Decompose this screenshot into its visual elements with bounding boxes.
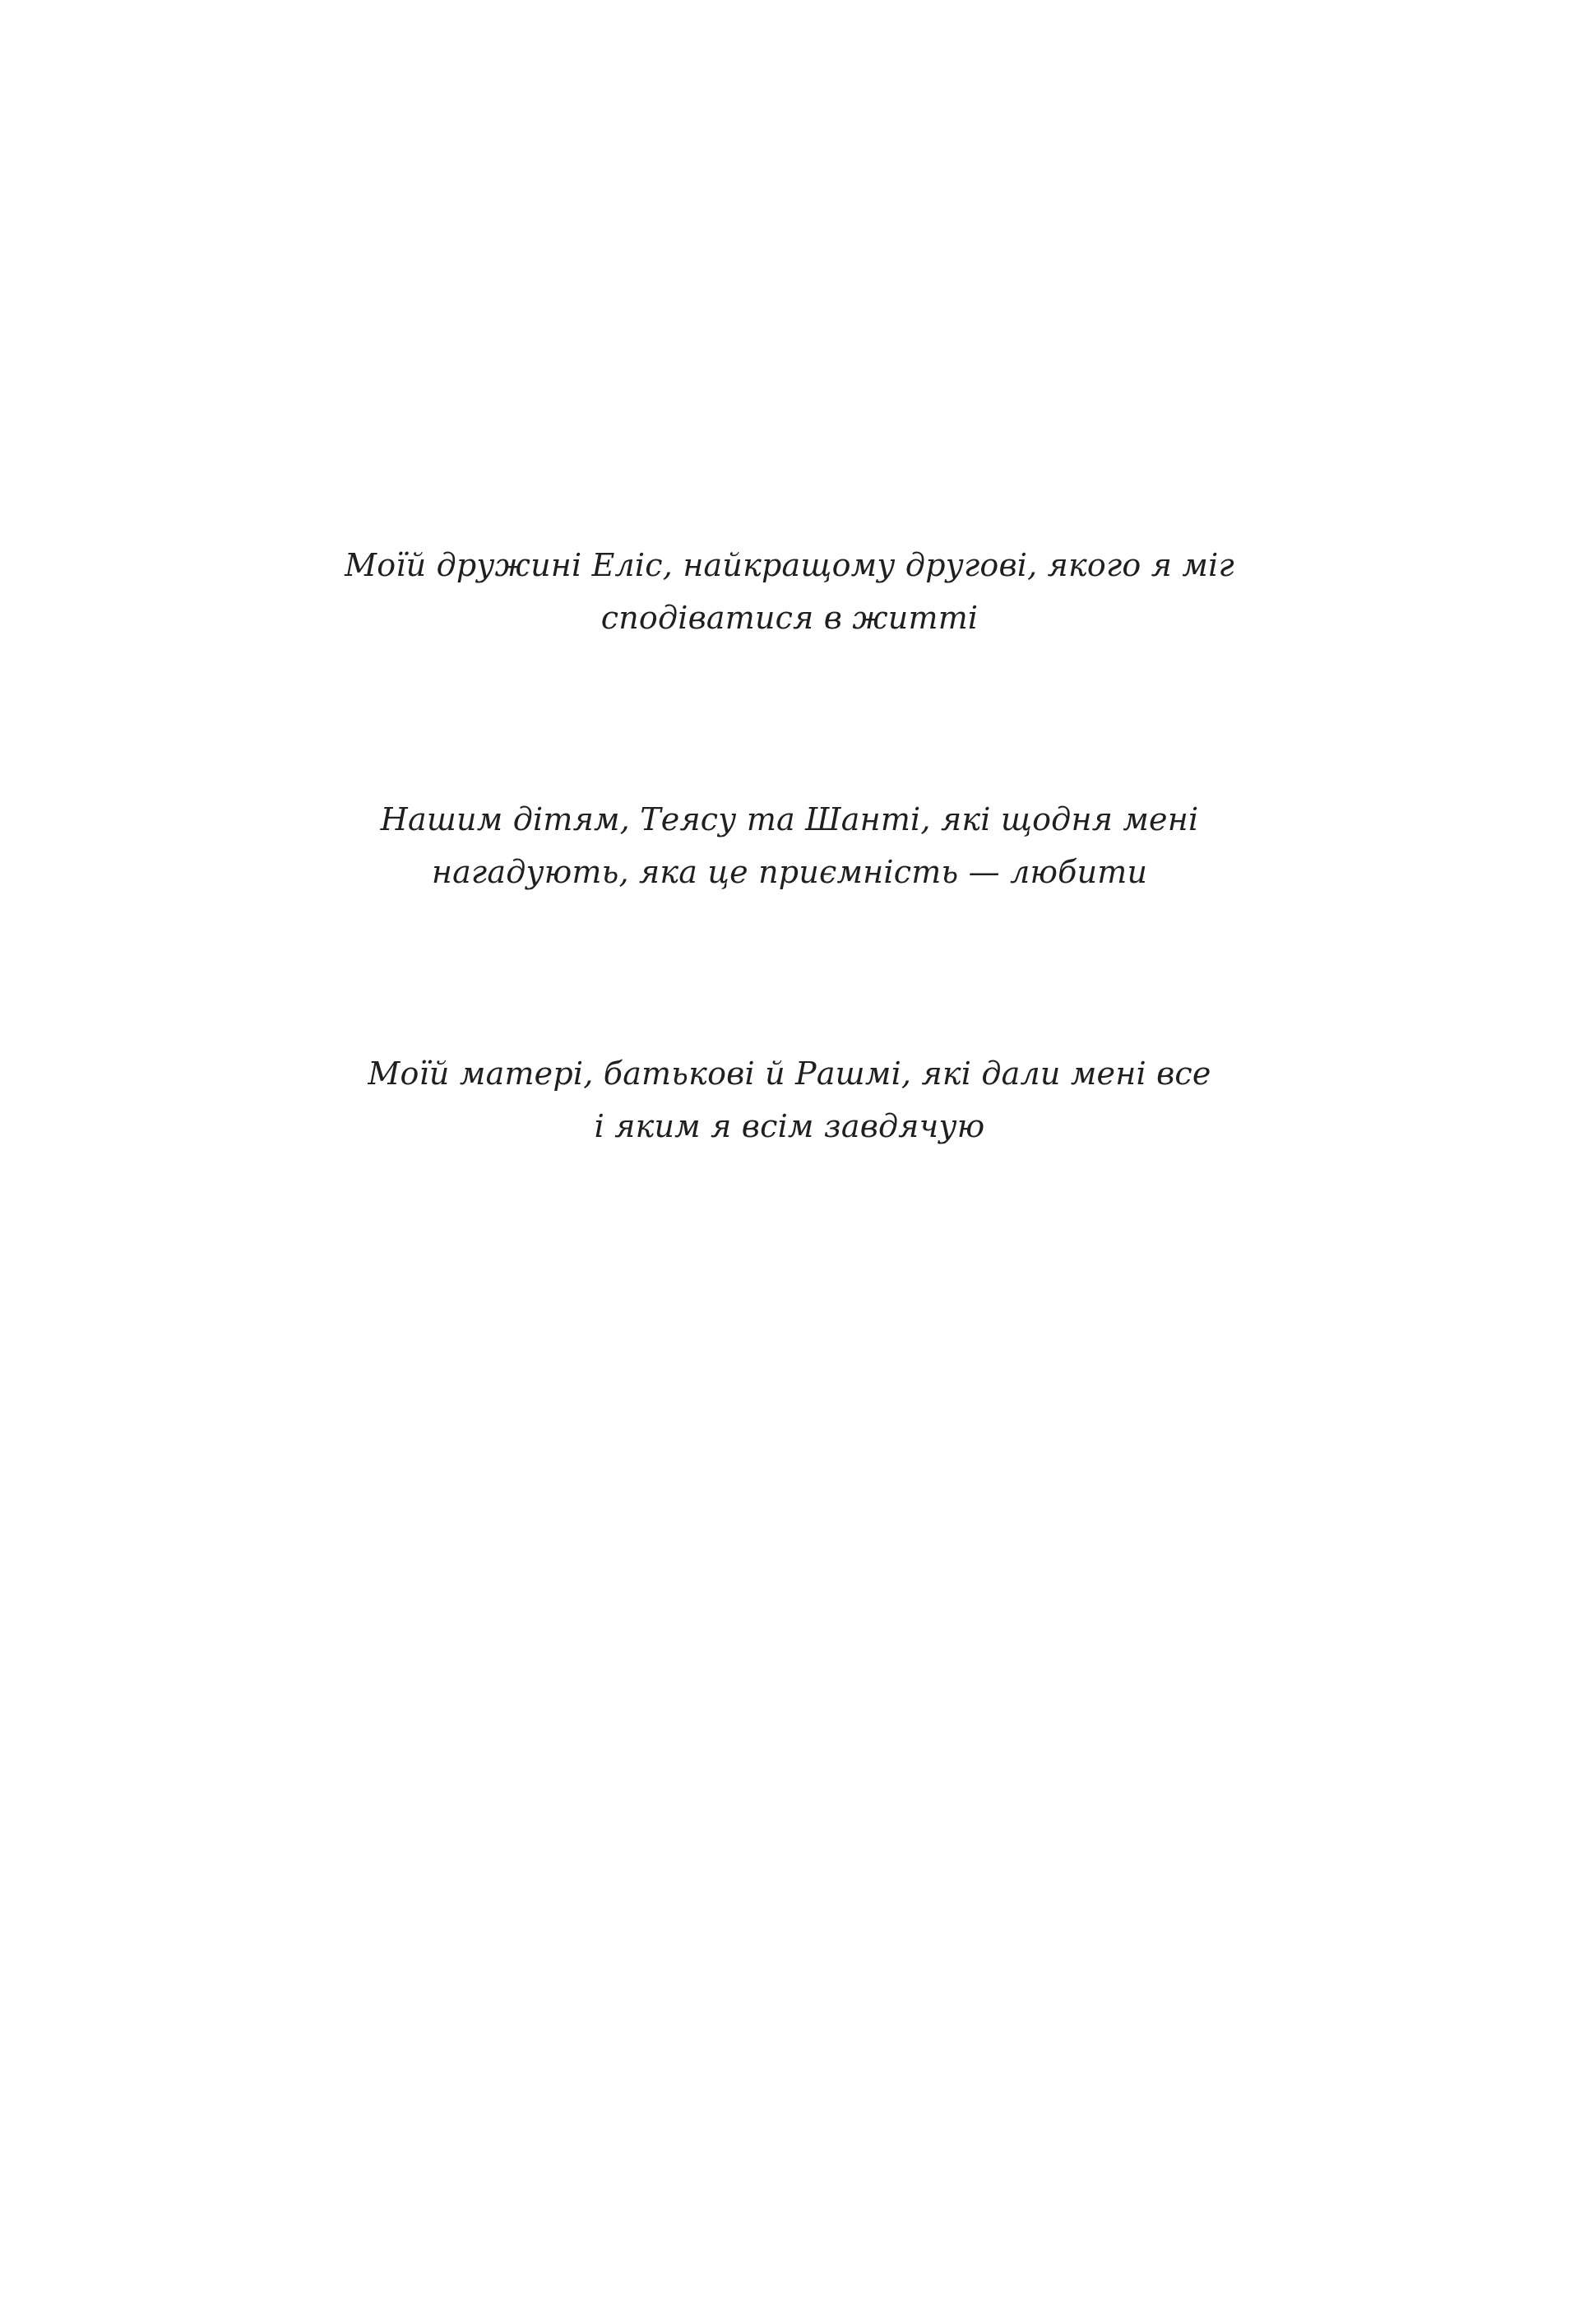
- dedication-line: сподіватися в житті: [600, 600, 979, 636]
- dedication-line: Моїй дружині Еліс, найкращому другові, якого я міг: [345, 547, 1234, 583]
- dedication-children: [0, 793, 1579, 898]
- dedication-wife: [0, 539, 1579, 644]
- dedication-line: Нашим дітям, Теясу та Шанті, які щодня мені: [380, 801, 1199, 837]
- dedication-line: нагадують, яка це приємність — любити: [431, 854, 1148, 890]
- dedication-parents: [0, 1047, 1579, 1153]
- dedication-line: і яким я всім завдячую: [594, 1108, 985, 1144]
- dedication-block: [0, 539, 1579, 1301]
- dedication-line: Моїй матері, батькові й Рашмі, які дали мені все: [368, 1055, 1211, 1092]
